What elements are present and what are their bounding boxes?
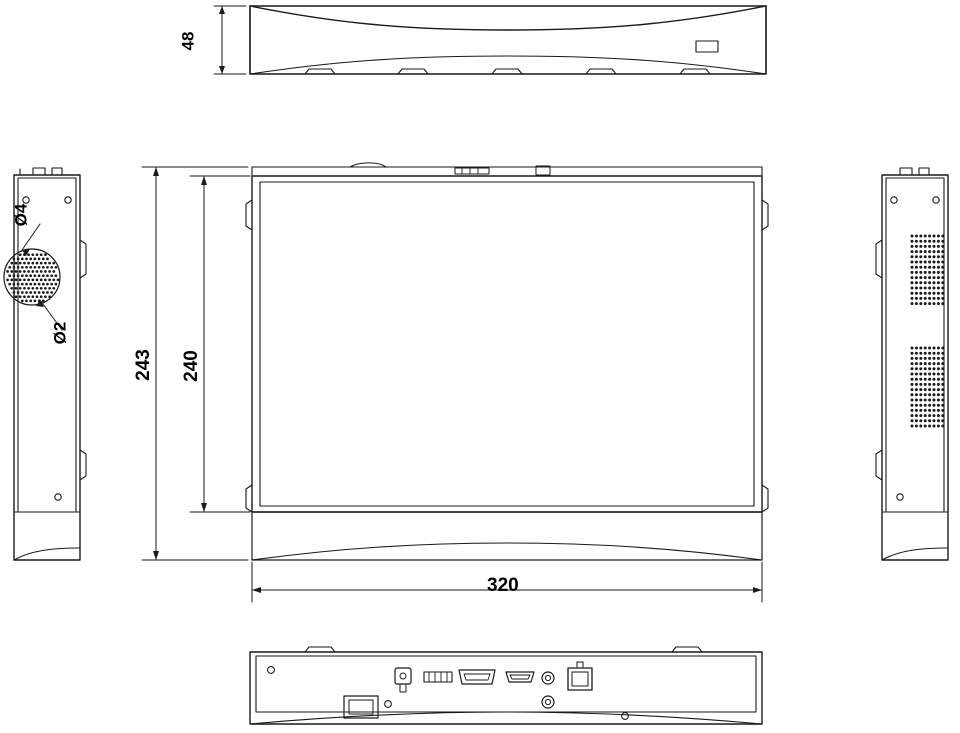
top-view-outline <box>250 6 766 74</box>
dimension-label-depth-inner: 240 <box>180 350 202 382</box>
front-view-outline <box>246 163 768 560</box>
dimension-240 <box>190 176 250 512</box>
dimension-label-width: 320 <box>487 575 519 596</box>
rear-view-outline <box>250 647 762 724</box>
left-side-view-outline <box>4 168 86 560</box>
dimension-label-depth-outer: 243 <box>132 349 154 381</box>
dimension-label-height: 48 <box>178 31 198 51</box>
dimension-label-hole-small: Ø2 <box>50 321 70 345</box>
dimension-48 <box>214 6 246 74</box>
right-vent-grid <box>911 235 945 428</box>
dimension-label-hole-large: Ø4 <box>11 203 31 227</box>
